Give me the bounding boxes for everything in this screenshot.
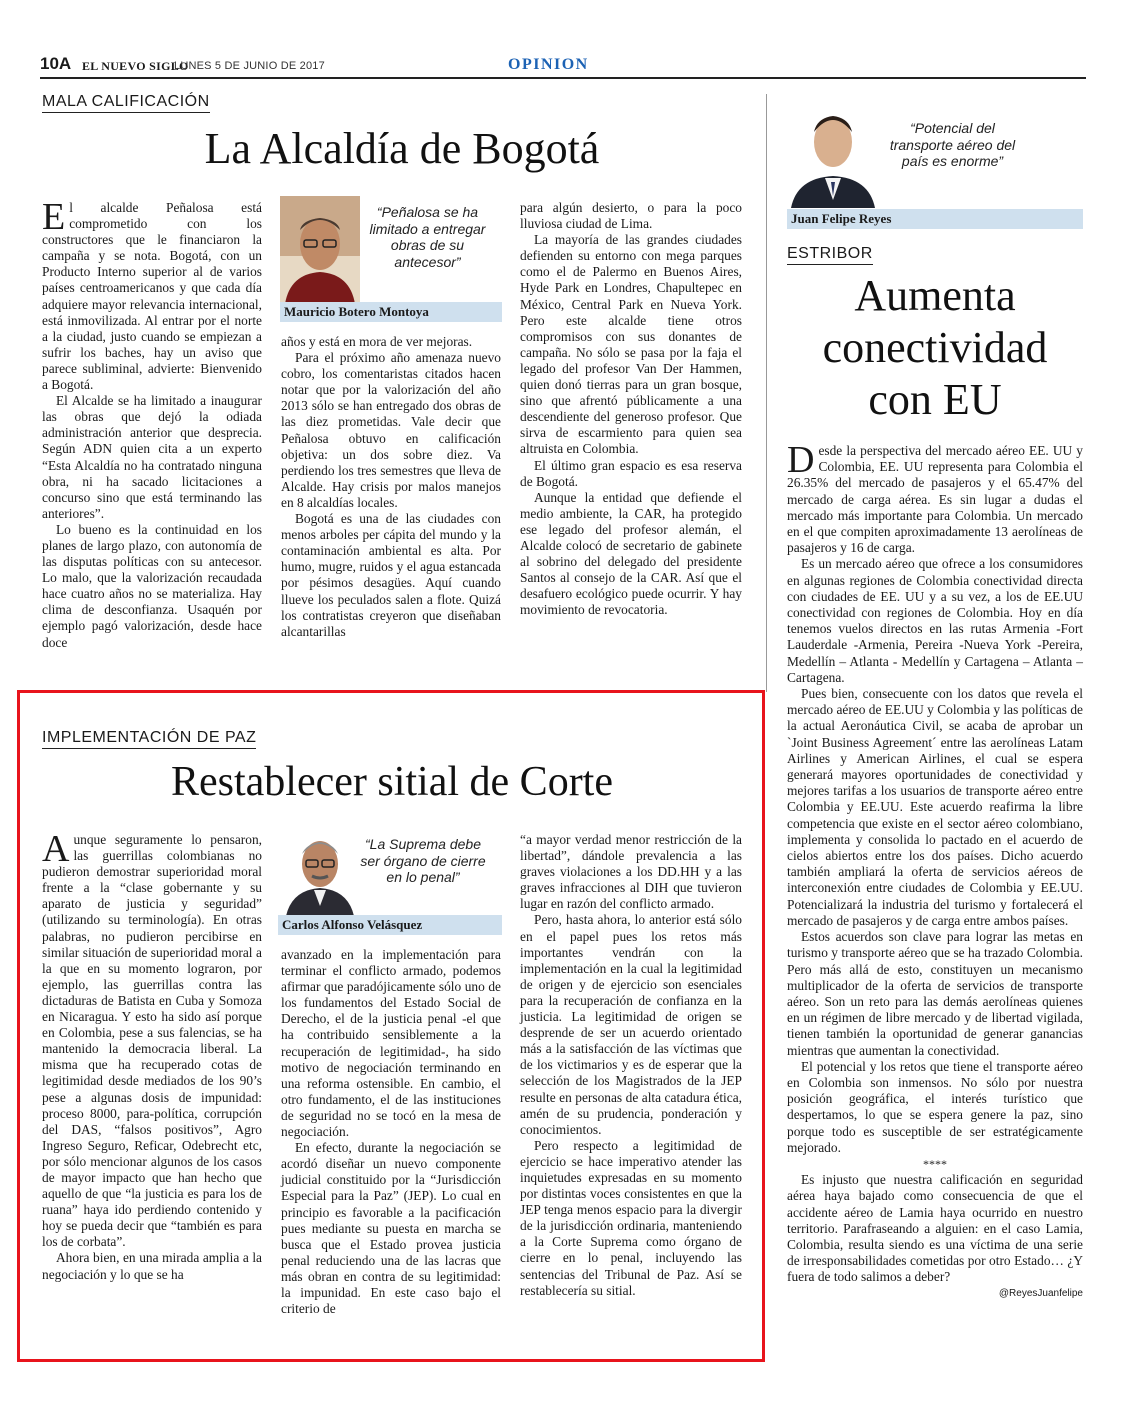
headline-line: conectividad [822,323,1048,372]
article1-byline: Mauricio Botero Montoya [280,302,502,322]
article1-column-1 [42,196,262,651]
article2-byline: Carlos Alfonso Velásquez [278,915,502,935]
author-photo [787,96,879,208]
article2-column-3 [520,832,742,1299]
article3-paragraph: Pues bien, consecuente con los datos que revela el mercado aéreo de EE.UU y Colombia y las políticas de la actual Aeronáutica Civil, se acaba de aprobar un `Joint Business Agreement´ entre las aerolíneas Latam Airlines y American Airlines, el cual se espera generará mayores oportunidades de conectividad y mejores tarifas a los usuarios de transporte aéreo entre Colombia y EE.UU. Este acuerdo reafirma la libre competencia que existe en el sector aéreo colombiano, implementa y consolida lo pactado en el acuerdo de cielos abiertos entre los dos países. Dicho acuerdo también ampliará la oferta de servicios aéreos de interconexión entre ciudades de Colombia y EE.UU. Potencializará la industria del turismo y fortalecerá el mercado de pasajeros y de carga entre ambos países. [787,686,1083,928]
article3-kicker: ESTRIBOR [787,245,873,265]
article1-paragraph [42,196,262,393]
folio-rule [40,77,1086,79]
publication-name: EL NUEVO SIGLO [82,59,189,73]
dropcap: D [787,439,815,481]
article2-paragraph: Pero, hasta ahora, lo anterior está sólo en el papel pues los retos más importantes vendrán con la implementación en la cual la legitimidad de origen y de ejercicio son esenciales para la recuperación de confianza en la justicia. La legitimidad de origen se desprende de ser un acuerdo orientado más a la satisfacción de las víctimas que de los victimarios y es de esperar que la selección de los Magistrados de la JEP resulte en personas de alta catadura ética, amén de su prudencia, ponderación y conocimientos. [520,912,742,1137]
article2-pull-quote: “La Suprema debe ser órgano de cierre en lo penal” [360,836,486,885]
column-divider [766,94,767,692]
article1-headline: La Alcaldía de Bogotá [204,124,600,173]
article2-column-2 [281,947,501,1317]
article1-kicker: MALA CALIFICACIÓN [42,93,210,113]
article1-paragraph: años y está en mora de ver mejoras. [281,334,473,349]
article2-paragraph: “a mayor verdad menor restricción de la libertad”, dándole prevalencia a las graves violaciones a los DD.HH y a las graves infracciones al DIH que tuvieron lugar en razón del conflicto armado. [520,832,742,912]
article3-pull-quote: “Potencial del transporte aéreo del país es enorme” [889,120,1016,169]
paragraph-text: unque seguramente lo pensaron, las guerrillas colombianas no pudieron demostrar superioridad moral frente a la “clase gobernante y su aparato de justicia y seguridad” (utilizando su terminología). En otras palabras, no pudieron percibirse en similar situación de superioridad moral a la que en su momento lograron, por ejemplo, las guerrillas contra las dictaduras de Batista en Cuba y Somoza en Nicaragua. Y esto ha sido así porque en Colombia, pese a sus falencias, se ha mantenido la democracia liberal. La misma que ha recuperado cotas de legitimidad desde mediados de los 90’s pese a algunas dosis de impunidad: proceso 8000, para-política, corrupción del DAS, “falsos positivos”, Agro Ingreso Seguro, Reficar, Odebrecht etc, por sólo mencionar algunos de los casos de mayor impacto que han hecho que aquello de que “la justicia es para los de ruana” haya ido perdiendo contenido y hoy se pueda decir que “también es para los de corbata”. [42,832,262,1250]
article1-paragraph: Para el próximo año amenaza nuevo cobro, los comentaristas citados hacen notar que por la valorización del año 2013 sólo se han entregado dos obras de las diez prometidas. Vale decir que Peñalosa obtuvo en calificación objetiva: un dos sobre diez. Va perdiendo los tres semestres que lleva de Alcalde. Hay crisis por malos manejos en 8 alcaldías locales. [281,350,501,510]
article3-paragraph: Es un mercado aéreo que ofrece a los consumidores en algunas regiones de Colombia conectividad directa con ciudades de EE. UU y a su vez, a los de EE.UU conectividad con regiones de Colombia. Hoy en día tenemos vuelos directos en las rutas Armenia -Fort Lauderdale -Armenia, Pereira -Nueva York -Pereira, Medellín – Atlanta - Medellín y Cartagena – Atlanta – Cartagena. [787,556,1083,685]
article3-paragraph: Estos acuerdos son clave para lograr las metas en turismo y transporte aéreo que se ha trazado Colombia. Pero más allá de esto, constituyen un mecanismo multiplicador de la oferta de servicios de transporte aéreo. Son un reto para las demás aerolíneas quienes en un régimen de libre mercado y de libertad vigilada, tienen también la oportunidad de generar ganancias mientras que aumentan la conectividad. [787,929,1083,1058]
article1-column-2 [281,334,501,640]
article2-paragraph [42,828,262,1250]
page-number: 10A [40,54,72,73]
author-photo [284,826,356,916]
article3-byline: Juan Felipe Reyes [787,209,1083,229]
article2-kicker: IMPLEMENTACIÓN DE PAZ [42,729,256,749]
article1-paragraph: Bogotá es una de las ciudades con menos arboles per cápita del mundo y la contaminación ambiental es alta. Por humo, mugre, ruidos y el agua estancada por pésimos desagües. Aquí cuando llueve los peculados salen a flote. Quizá los contratistas creyeron que diseñaban alcantarillas [281,511,501,639]
twitter-handle: @ReyesJuanfelipe [998,1287,1083,1299]
issue-date: LUNES 5 DE JUNIO DE 2017 [174,60,325,72]
headline-line: Aumenta [854,271,1016,320]
article1-column-3 [520,200,742,618]
article2-paragraph: En efecto, durante la negociación se acordó diseñar un nuevo componente judicial constituido por la “Jurisdicción Especial para la Paz” (JEP). Lo cual en principio es favorable a la pacificación pues mediante su puesta en marcha se busca que el Estado provea justicia penal reduciendo una de las lacras que más obran en contra de su legitimidad: la impunidad. En este caso bajo el criterio de [281,1140,501,1317]
author-portrait-icon [787,96,879,208]
article2-paragraph: Pero respecto a legitimidad de ejercicio se hace imperativo atender las inquietudes expresadas en su momento por distintas voces consistentes en que la JEP tenga menos espacio para la divergir de la jurisdicción ordinaria, manteniendo a la Corte Suprema como órgano de cierre en lo penal, incluyendo las sentencias del Tribunal de Paz. Así se restablecería su sitial. [520,1137,742,1298]
article1-paragraph: para algún desierto, o para la poco lluviosa ciudad de Lima. [520,200,742,232]
dropcap: A [42,828,70,870]
article3-body [787,439,1083,1302]
paragraph-text: esde la perspectiva del mercado aéreo EE. UU y Colombia, EE. UU representa para Colombia el 26.35% del mercado de pasajeros y el 65.47% del mercado de carga aérea. Es sin lugar a dudas el mercado más importante para Colombia. Un mercado en el que compiten aproximadamente 13 aerolíneas de pasajeros y 16 de carga. [787,443,1083,556]
article2-column-1 [42,828,262,1283]
article3-paragraph [787,439,1083,556]
dropcap: E [42,196,66,238]
article3-headline [787,270,1083,426]
article1-paragraph: Lo bueno es la continuidad en los planes de largo plazo, con autonomía de las disputas políticas con su antecesor. Lo malo, que la valorización recaudada hace cuatro años no se materializa. Hay clima de desconfianza. Usaquén por ejemplo pagó valorización, desde hace doce [42,521,262,650]
article3-paragraph: Es injusto que nuestra calificación en seguridad aérea haya bajado como consecuencia de que el accidente aéreo de Lamia haya ocurrido en nuestro territorio. Parafraseando a alguien: en el caso Lamia, Colombia, resulta siendo es una víctima de una serie de irresponsabilidades cometidas por otro Estado… ¿Y fuera de todo salimos a deber? [787,1172,1083,1285]
article2-headline: Restablecer sitial de Corte [170,759,613,805]
author-portrait-icon [284,826,356,916]
section-name: OPINION [508,56,589,73]
article1-paragraph: El Alcalde se ha limitado a inaugurar las obras que dejó la odiada administración anterior que desprecia. Según ADN quien cita a un experto “Esta Alcaldía no ha contratado ninguna obra, ni ha sacado licitaciones a concurso sino que está terminando las anteriores”. [42,393,262,521]
article1-pull-quote: “Peñalosa se ha limitado a entregar obras de su antecesor” [369,204,486,270]
article1-paragraph: El último gran espacio es esa reserva de Bogotá. [520,457,742,489]
article2-paragraph: avanzado en la implementación para terminar el conflicto armado, podemos afirmar que paradójicamente sólo uno de los fundamentos del Estado Social de Derecho, el de la justicia penal -el que ha contribuido sensiblemente a la recuperación de legitimidad-, ha sido motivo de negociación terminando en una reforma ostensible. En cambio, el otro fundamento, el de las instituciones de seguridad no se tocó en la mesa de negociación. [281,947,501,1140]
article1-paragraph: La mayoría de las grandes ciudades defienden su entorno con mega parques como el de Palermo en Buenos Aires, Hyde Park en Londres, Chapultepec en México, Central Park en Nueva York. Pero este alcalde tiene otros compromisos con sus donantes de campaña. No sólo se pasa por la faja el legado del profesor Van Der Hammen, quien donó tierras para un gran bosque, sino que afrentó públicamente a una descendiente del generoso profesor. Que sirva de escarmiento para quien sea altruista en Colombia. [520,232,742,457]
article3-paragraph: El potencial y los retos que tiene el transporte aéreo en Colombia son inmensos. No sólo por nuestra posición geográfica, el interés turístico que despertamos, lo que se espera genere la paz, sino porque todo es susceptible de ser estratégicamente mejorado. [787,1058,1083,1155]
author-portrait-icon [280,196,360,304]
section-separator: **** [923,1156,947,1171]
article1-paragraph: Aunque la entidad que defiende el medio ambiente, la CAR, ha protegido ese legado del profesor alemán, el Alcalde colocó de secretario de gabinete al sobrino del delegado del presidente Santos al consejo de la CAR. Así que el desafuero ecológico puede ocurrir. Y hay movimiento de revocatoria. [520,489,742,618]
author-photo [280,196,360,304]
paragraph-text: l alcalde Peñalosa está comprometido con los constructores que le financiaron la campaña y se nota. Bogotá, con un Producto Interno superior al de varios países centroamericanos y que cada día adquiere mayor relevancia internacional, está inmovilizada. Al entrar por el norte a la ciudad, justo cuando se empiezan a sufrir los baches, hay un aviso que parece subliminal, advierte: Bienvenido a Bogotá. [42,200,262,393]
headline-line: con EU [868,375,1002,424]
article2-paragraph: Ahora bien, en una mirada amplia a la negociación y lo que se ha [42,1250,262,1282]
